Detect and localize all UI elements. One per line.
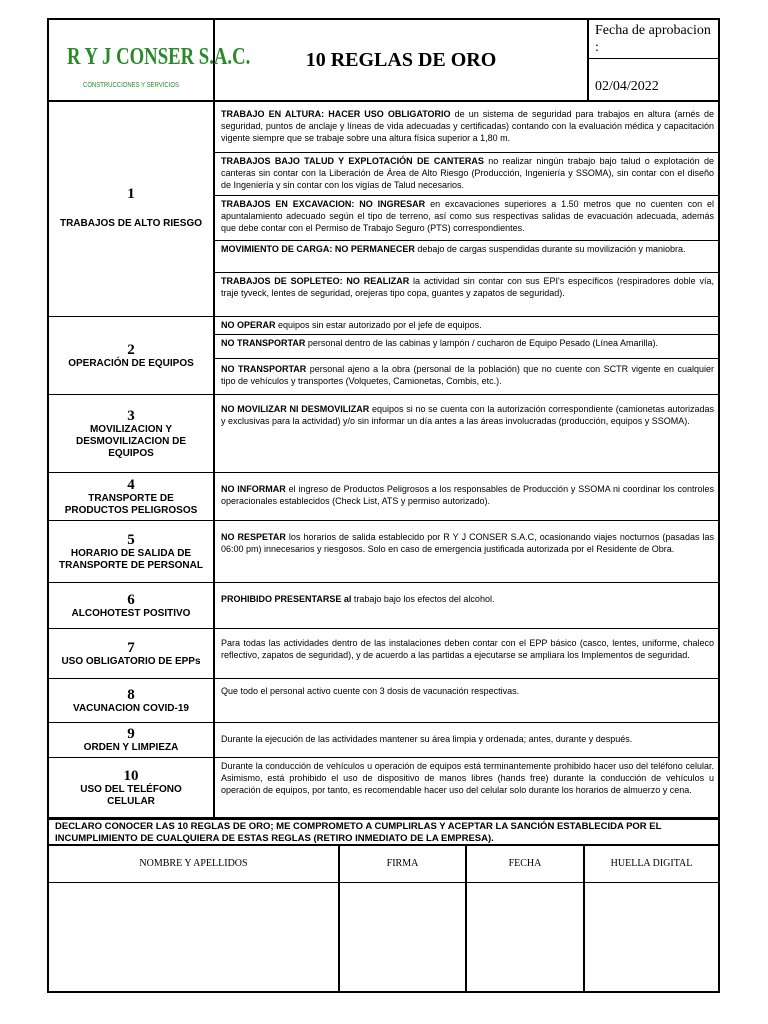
rule-item-emphasis: MOVIMIENTO DE CARGA: NO PERMANECER xyxy=(221,244,415,254)
rule-item-emphasis: NO TRANSPORTAR xyxy=(221,364,307,374)
rule-item-emphasis: NO TRANSPORTAR xyxy=(221,338,306,348)
rule-item xyxy=(215,395,718,473)
document-header xyxy=(49,20,718,102)
header-fingerprint: HUELLA DIGITAL xyxy=(585,846,718,883)
rule-6-title-cell xyxy=(49,583,213,629)
rule-name: USO DEL TELÉFONO CELULAR xyxy=(80,783,182,807)
rule-item xyxy=(215,359,718,395)
rule-name: VACUNACION COVID-19 xyxy=(73,702,189,714)
rule-item xyxy=(215,273,718,317)
rule-2-detail-cell xyxy=(213,317,718,395)
rule-number: 9 xyxy=(127,726,135,742)
rule-item-emphasis: NO MOVILIZAR NI DESMOVILIZAR xyxy=(221,404,370,414)
rule-7-detail-cell xyxy=(213,629,718,679)
rule-item-text: Que todo el personal activo cuente con 3 dosis de vacunación respectivas. xyxy=(221,686,520,696)
rule-item xyxy=(215,583,718,629)
document-title: 10 REGLAS DE ORO xyxy=(305,49,497,71)
rule-number: 6 xyxy=(127,591,135,608)
rule-name: USO OBLIGATORIO DE EPPs xyxy=(61,655,201,667)
rule-item-text: no realizar ningún trabajo bajo talud o explotación de canteras sin contar con la Liberación de Área de Alto Riesgo (Producción, Ingeniería y SSOMA), sin contar con el diseño de Ingeniería y sin contar con los vigías de Talud necesarios. xyxy=(221,156,714,190)
rule-1-detail-cell xyxy=(213,100,718,317)
company-logo xyxy=(49,20,251,100)
rule-name: ALCOHOTEST POSITIVO xyxy=(71,607,191,619)
rule-item-text: debajo de cargas suspendidas durante su movilización y maniobra. xyxy=(414,244,686,254)
rule-8-detail-cell xyxy=(213,679,718,723)
rule-item xyxy=(215,723,718,758)
rule-item xyxy=(215,629,718,679)
rule-item-emphasis: TRABAJOS BAJO TALUD Y EXPLOTACIÓN DE CANTERAS xyxy=(221,156,484,166)
rule-number: 3 xyxy=(127,407,135,424)
rule-5-title-cell xyxy=(49,521,213,583)
rule-1-title-cell xyxy=(49,100,213,317)
rule-item-text: los horarios de salida establecido por R Y J CONSER S.A.C, ocasionando viajes nocturnos (pasadas las 06:00 pm) innecesarios y riesgosos. Solo en caso de emergencia justificada autorizada por el Residente de Obra. xyxy=(221,532,714,554)
rule-number: 4 xyxy=(127,476,135,493)
rule-2-title-cell xyxy=(49,317,213,395)
rule-item xyxy=(215,317,718,335)
rule-3-detail-cell xyxy=(213,395,718,473)
rule-number: 5 xyxy=(127,531,135,548)
rule-item-emphasis: NO RESPETAR xyxy=(221,532,286,542)
signature-field[interactable] xyxy=(340,883,467,991)
rule-item-emphasis: TRABAJO EN ALTURA: HACER USO OBLIGATORIO xyxy=(221,109,451,119)
name-field[interactable] xyxy=(49,883,340,991)
rule-name: TRABAJOS DE ALTO RIESGO xyxy=(59,218,203,229)
approval-date-value: 02/04/2022 xyxy=(589,58,720,98)
rule-6-detail-cell xyxy=(213,583,718,629)
rule-item-text: en excavaciones superiores a 1.50 metros que no cuenten con el apuntalamiento adecuado según el tipo de terreno, así como sus respectivas salidas de evacuación adecuada, además que debe contar con el Permiso de Trabajo Seguro (PTS) correspondientes. xyxy=(221,199,714,233)
logo-subtitle: CONSTRUCCIONES Y SERVICIOS xyxy=(83,82,179,89)
rule-9-detail-cell xyxy=(213,723,718,758)
header-signature: FIRMA xyxy=(340,846,467,883)
rule-item-text: la actividad sin contar con sus EPI's específicos (respiradores doble vía, traje tyveck, lentes de seguridad, orejeras tipo copa, guantes y zapatos de seguridad). xyxy=(221,276,714,298)
rule-5-detail-cell xyxy=(213,521,718,583)
rule-3-title-cell xyxy=(49,395,213,473)
rule-number: 7 xyxy=(127,639,135,656)
rule-item-text: equipos si no se cuenta con la autorización correspondiente (camionetas autorizadas y exclusivas para la actividad) y/o sin informar un día antes a las áreas involucradas (producción, equipos y SSOMA). xyxy=(221,404,714,426)
declaration-text: DECLARO CONOCER LAS 10 REGLAS DE ORO; ME COMPROMETO A CUMPLIRLAS Y ACEPTAR LA SANCIÓN ESTABLECIDA POR EL INCUMPLIMIENTO DE CUALQUIERA DE ESTAS REGLAS (RETIRO INMEDIATO DE LA EMPRESA). xyxy=(49,818,718,846)
rule-item xyxy=(215,196,718,241)
rule-item xyxy=(215,100,718,153)
rule-name: OPERACIÓN DE EQUIPOS xyxy=(68,357,194,369)
rule-item-text: de un sistema de seguridad para trabajos en altura (arnés de seguridad, puntos de anclaje y líneas de vida adecuadas y certificadas) contando con la evaluación médica y capacitación vigente siempre que se trabaje sobre una altura física superior a 1,80 m. xyxy=(221,109,714,143)
rule-number: 2 xyxy=(127,341,135,358)
rule-item-text: equipos sin estar autorizado por el jefe de equipos. xyxy=(275,320,482,330)
header-name: NOMBRE Y APELLIDOS xyxy=(49,846,340,883)
rule-item xyxy=(215,473,718,521)
rule-item-emphasis: NO INFORMAR xyxy=(221,484,286,494)
rule-name: ORDEN Y LIMPIEZA xyxy=(83,742,179,753)
rule-number: 8 xyxy=(127,686,135,703)
rule-name: TRANSPORTE DE PRODUCTOS PELIGROSOS xyxy=(64,492,198,516)
rule-item xyxy=(215,521,718,583)
rule-item xyxy=(215,758,718,818)
rule-item-emphasis: TRABAJOS EN EXCAVACION: NO INGRESAR xyxy=(221,199,426,209)
rule-7-title-cell xyxy=(49,629,213,679)
rule-item-text: personal ajeno a la obra (personal de la población) que no cuente con SCTR vigente en cualquier tipo de vehículos y transportes (Volquetes, Camionetas, Combis, etc.). xyxy=(221,364,714,386)
approval-date-label: Fecha de aprobacion : xyxy=(595,23,711,55)
header-date: FECHA xyxy=(467,846,585,883)
document xyxy=(47,18,720,993)
rule-item-text: Durante la ejecución de las actividades mantener su área limpia y ordenada; antes, durante y después. xyxy=(221,734,633,744)
rule-10-title-cell xyxy=(49,758,213,818)
rule-9-title-cell xyxy=(49,723,213,758)
rule-item-emphasis: NO OPERAR xyxy=(221,320,276,330)
logo-name: R Y J CONSER S.A.C. xyxy=(67,44,251,70)
date-field[interactable] xyxy=(467,883,585,991)
rule-item xyxy=(215,335,718,359)
rule-item xyxy=(215,679,718,723)
rule-item-text: personal dentro de las cabinas y lampón / cucharon de Equipo Pesado (Línea Amarilla). xyxy=(305,338,659,348)
rule-4-title-cell xyxy=(49,473,213,521)
rule-item-emphasis: TRABAJOS DE SOPLETEO: NO REALIZAR xyxy=(221,276,410,286)
approval-date-box xyxy=(587,20,720,100)
rule-number: 1 xyxy=(127,186,135,202)
rule-item-emphasis: PROHIBIDO PRESENTARSE al xyxy=(221,594,352,604)
rule-8-title-cell xyxy=(49,679,213,723)
rule-item xyxy=(215,241,718,273)
rule-name: HORARIO DE SALIDA DE TRANSPORTE DE PERSONAL xyxy=(59,547,203,571)
rule-item-text: Para todas las actividades dentro de las instalaciones deben contar con el EPP básico (casco, lentes, uniforme, chaleco reflectivo, zapatos de seguridad), y de acuerdo a las partidas a ejecutarse se ampliara los Implementos de seguridad. xyxy=(221,638,714,660)
rule-4-detail-cell xyxy=(213,473,718,521)
rule-item-text: el ingreso de Productos Peligrosos a los responsables de Producción y SSOMA ni coordinar los controles operacionales establecidos (Check List, ATS y permiso autorizado). xyxy=(221,484,714,506)
rule-number: 10 xyxy=(123,767,139,784)
rule-item-text: Durante la conducción de vehículos u operación de equipos está terminantemente prohibido hacer uso del teléfono celular. Asimismo, está prohibido el uso de dispositivo de manos libres (hands free) durante la conducción de vehículos u operación de equipos, por tanto, es recomendable hacer uso del celular solo durante los horarios de almuerzo y cena. xyxy=(221,761,714,795)
rule-10-detail-cell xyxy=(213,758,718,818)
rule-name: MOVILIZACION Y DESMOVILIZACION DE EQUIPOS xyxy=(75,423,186,459)
rule-item xyxy=(215,153,718,196)
rule-item-text: trabajo bajo los efectos del alcohol. xyxy=(351,594,495,604)
fingerprint-field[interactable] xyxy=(585,883,718,991)
